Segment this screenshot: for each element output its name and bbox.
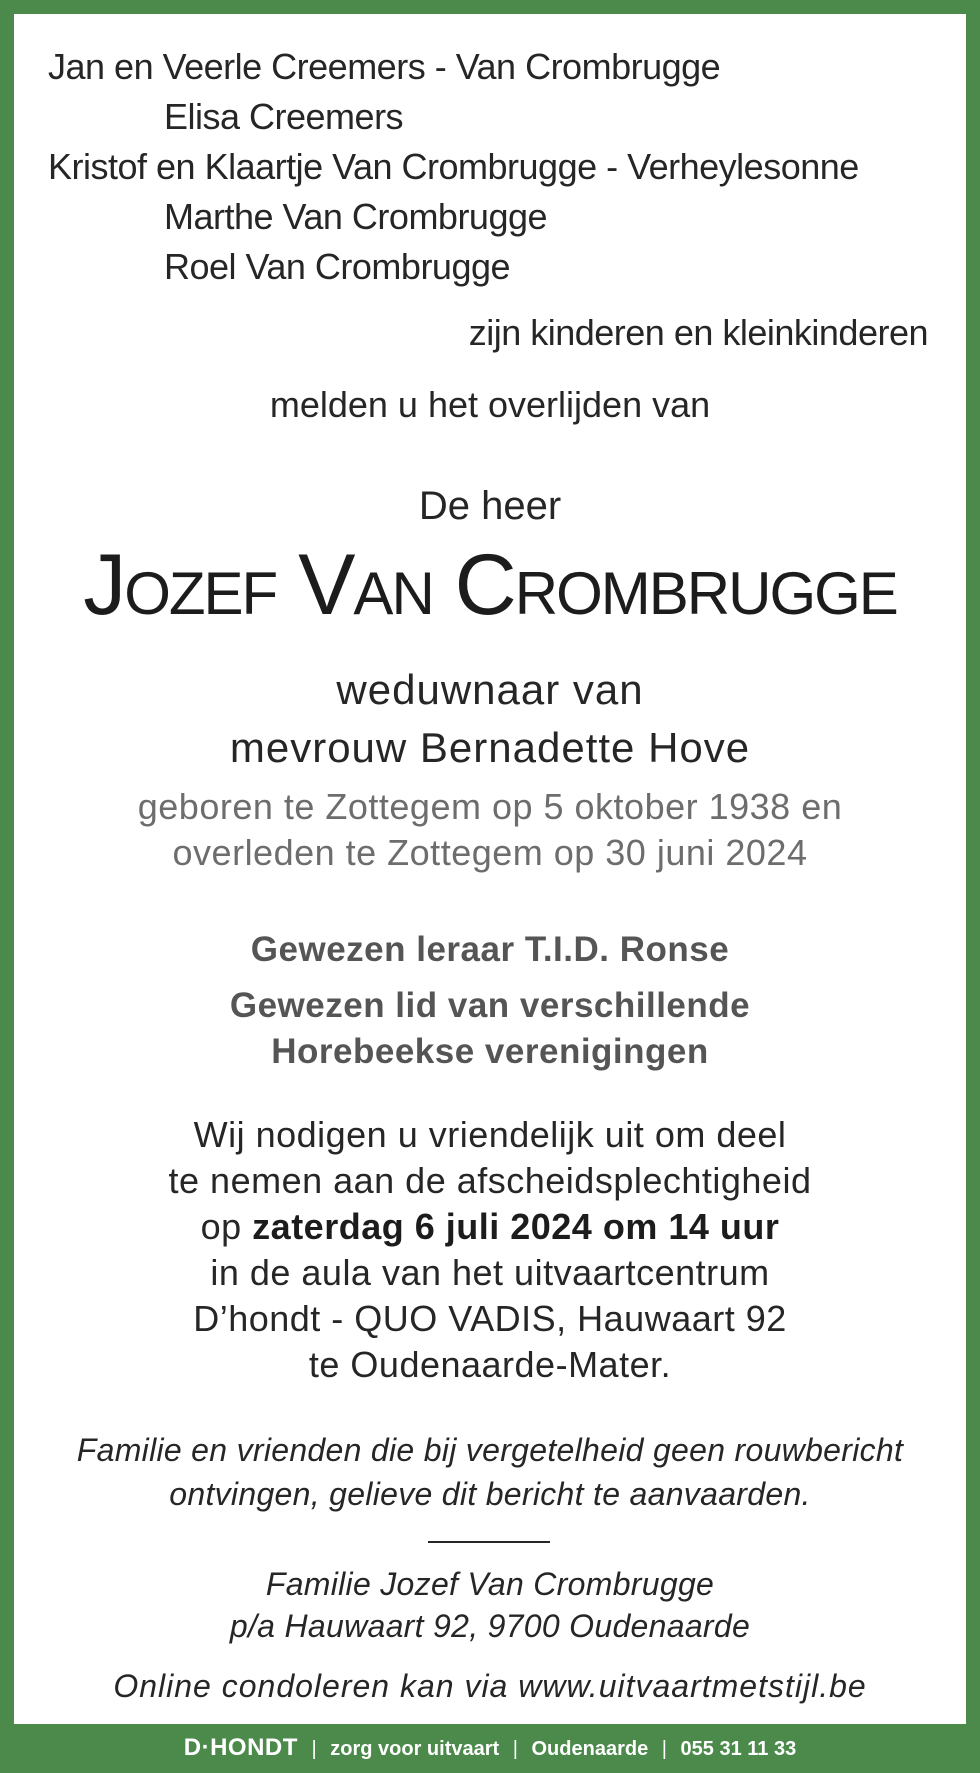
death-line: overleden te Zottegem op 30 juni 2024 [172,832,808,873]
family-line-5: Roel Van Crombrugge [164,246,511,287]
invite-line-4: in de aula van het uitvaartcentrum [210,1252,770,1293]
ceremony-datetime: zaterdag 6 juli 2024 om 14 uur [252,1206,780,1247]
invite-line-6: te Oudenaarde-Mater. [308,1344,672,1385]
deceased-name: Jozef Van Crombrugge [83,537,897,633]
dhondt-logo: D·HONDT [183,1734,298,1761]
online-condolence: Online condoleren kan via www.uitvaartmetstijl.be [113,1668,867,1704]
footer-separator: | [311,1738,317,1760]
invite-line-1: Wij nodigen u vriendelijk uit om deel [193,1114,787,1155]
footer-city: Oudenaarde [531,1738,649,1760]
footer-bar [0,1724,980,1772]
footer-separator: | [512,1738,518,1760]
invite-line-2: te nemen aan de afscheidsplechtigheid [168,1160,812,1201]
relation-text: zijn kinderen en kleinkinderen [468,312,928,353]
address-line-1: Familie Jozef Van Crombrugge [265,1566,715,1602]
widower-line-2: mevrouw Bernadette Hove [229,724,751,771]
role-line-2: Gewezen lid van verschillende [229,986,751,1025]
footer-phone: 055 31 11 33 [680,1738,797,1760]
notice-line-1: Familie en vrienden die bij vergetelheid geen rouwbericht [76,1432,904,1468]
divider-line [428,1541,550,1543]
footer-tagline: zorg voor uitvaart [330,1738,500,1760]
footer-separator: | [661,1738,667,1760]
widower-line-1: weduwnaar van [336,666,644,713]
invite-prefix: op [200,1206,242,1247]
notice-card [14,14,966,1724]
family-line-4: Marthe Van Crombrugge [164,196,548,237]
birth-line: geboren te Zottegem op 5 oktober 1938 en [137,786,843,827]
invite-line-5: D’hondt - QUO VADIS, Hauwaart 92 [193,1298,787,1339]
family-line-1: Jan en Veerle Creemers - Van Crombrugge [48,46,721,87]
role-line-1: Gewezen leraar T.I.D. Ronse [250,930,730,969]
invite-line-3 [14,1206,966,1248]
address-line-2: p/a Hauwaart 92, 9700 Oudenaarde [229,1608,751,1644]
honorific: De heer [418,484,562,528]
announce-text: melden u het overlijden van [269,384,711,425]
family-line-2: Elisa Creemers [164,96,404,137]
family-line-3: Kristof en Klaartje Van Crombrugge - Verheylesonne [48,146,859,187]
role-line-3: Horebeekse verenigingen [271,1032,709,1071]
notice-line-2: ontvingen, gelieve dit bericht te aanvaarden. [169,1476,811,1512]
